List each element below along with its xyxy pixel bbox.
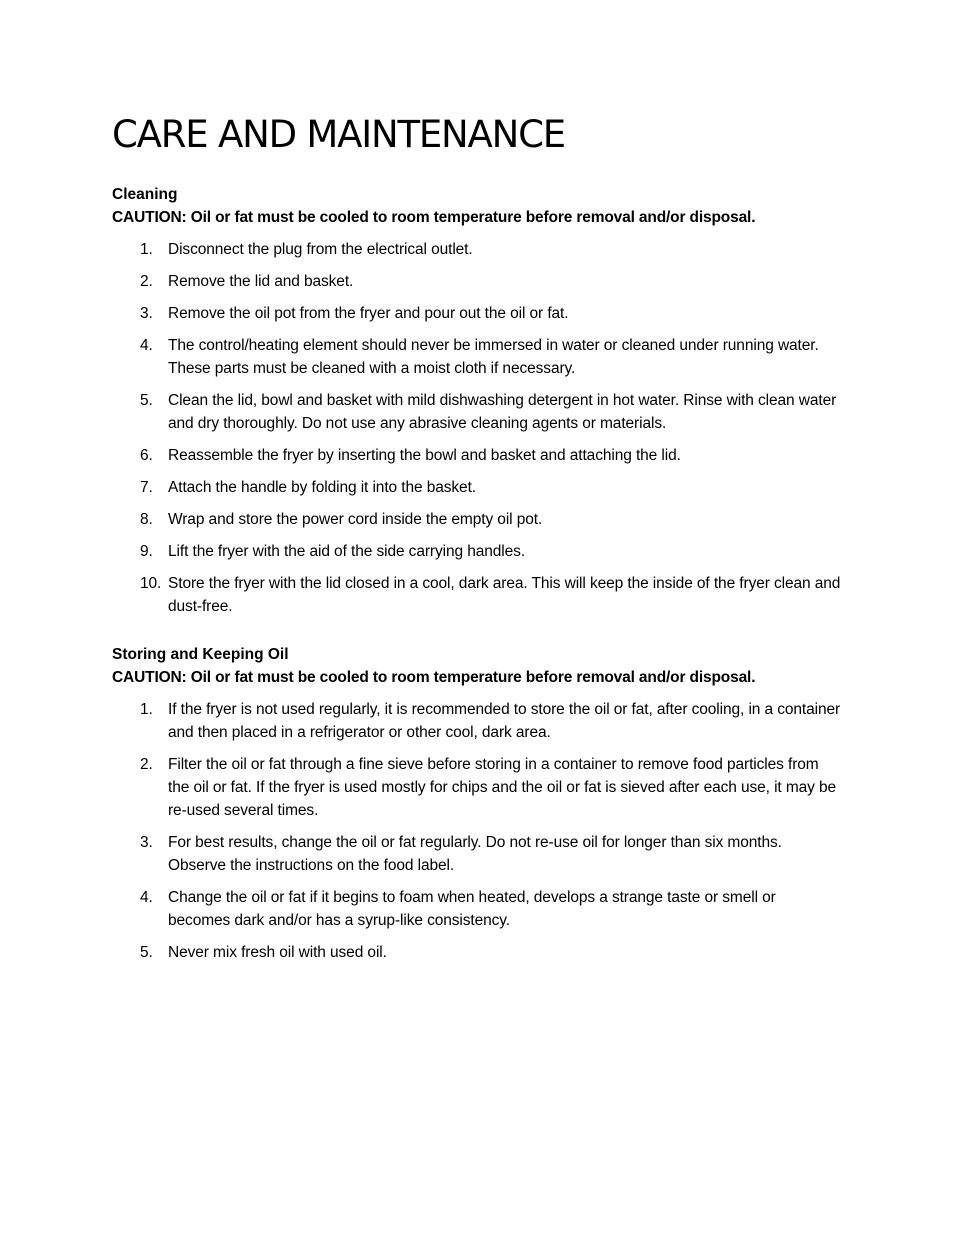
step-number: 5.: [140, 944, 153, 961]
step-text: Wrap and store the power cord inside the empty oil pot.: [168, 511, 543, 528]
step-text: Remove the oil pot from the fryer and pour out the oil or fat.: [168, 305, 569, 322]
step-text: For best results, change the oil or fat regularly. Do not re-use oil for longer than six months. Observe the instructions on the food label.: [168, 834, 782, 874]
list-item: [112, 444, 842, 467]
step-number: 7.: [140, 479, 153, 496]
cleaning-heading: Cleaning: [112, 186, 178, 203]
step-number: 1.: [140, 241, 153, 258]
step-text: Clean the lid, bowl and basket with mild dishwashing detergent in hot water. Rinse with clean water and dry thoroughly. Do not use any abrasive cleaning agents or materials.: [168, 392, 837, 432]
list-item: [112, 508, 842, 531]
step-number: 9.: [140, 543, 153, 560]
list-item: [112, 389, 842, 435]
list-item: [112, 753, 842, 822]
step-number: 4.: [140, 337, 153, 354]
list-item: [112, 302, 842, 325]
step-number: 6.: [140, 447, 153, 464]
list-item: [112, 698, 842, 744]
step-number: 1.: [140, 701, 153, 718]
list-item: [112, 572, 842, 618]
step-text: Store the fryer with the lid closed in a cool, dark area. This will keep the inside of the fryer clean and dust-free.: [168, 575, 841, 615]
list-item: [112, 476, 842, 499]
step-text: Disconnect the plug from the electrical outlet.: [168, 241, 473, 258]
step-text: Never mix fresh oil with used oil.: [168, 944, 387, 961]
list-item: [112, 831, 842, 877]
step-text: Attach the handle by folding it into the basket.: [168, 479, 476, 496]
step-number: 4.: [140, 889, 153, 906]
step-text: Reassemble the fryer by inserting the bowl and basket and attaching the lid.: [168, 447, 681, 464]
cleaning-steps-list: [112, 238, 842, 618]
list-item: [112, 941, 842, 964]
step-text: Filter the oil or fat through a fine sieve before storing in a container to remove food particles from the oil or fat. If the fryer is used mostly for chips and the oil or fat is sieved after each use, it may be re-used several times.: [168, 756, 837, 819]
step-number: 10.: [140, 575, 162, 592]
step-number: 2.: [140, 756, 153, 773]
storing-section: [112, 643, 842, 973]
list-item: [112, 238, 842, 261]
step-number: 2.: [140, 273, 153, 290]
page-title: CARE AND MAINTENANCE: [112, 113, 565, 156]
storing-heading: Storing and Keeping Oil: [112, 646, 289, 663]
storing-steps-list: [112, 698, 842, 964]
list-item: [112, 334, 842, 380]
step-number: 8.: [140, 511, 153, 528]
step-text: The control/heating element should never be immersed in water or cleaned under running water. These parts must be cleaned with a moist cloth if necessary.: [168, 337, 819, 377]
step-number: 3.: [140, 305, 153, 322]
step-text: If the fryer is not used regularly, it is recommended to store the oil or fat, after cooling, in a container and then placed in a refrigerator or other cool, dark area.: [168, 701, 841, 741]
step-text: Change the oil or fat if it begins to foam when heated, develops a strange taste or smell or becomes dark and/or has a syrup-like consistency.: [168, 889, 776, 929]
list-item: [112, 886, 842, 932]
list-item: [112, 270, 842, 293]
step-number: 3.: [140, 834, 153, 851]
cleaning-section: [112, 183, 842, 627]
step-number: 5.: [140, 392, 153, 409]
step-text: Lift the fryer with the aid of the side carrying handles.: [168, 543, 526, 560]
step-text: Remove the lid and basket.: [168, 273, 354, 290]
list-item: [112, 540, 842, 563]
storing-caution: CAUTION: Oil or fat must be cooled to room temperature before removal and/or disposal.: [112, 669, 756, 686]
cleaning-caution: CAUTION: Oil or fat must be cooled to room temperature before removal and/or disposal.: [112, 209, 756, 226]
